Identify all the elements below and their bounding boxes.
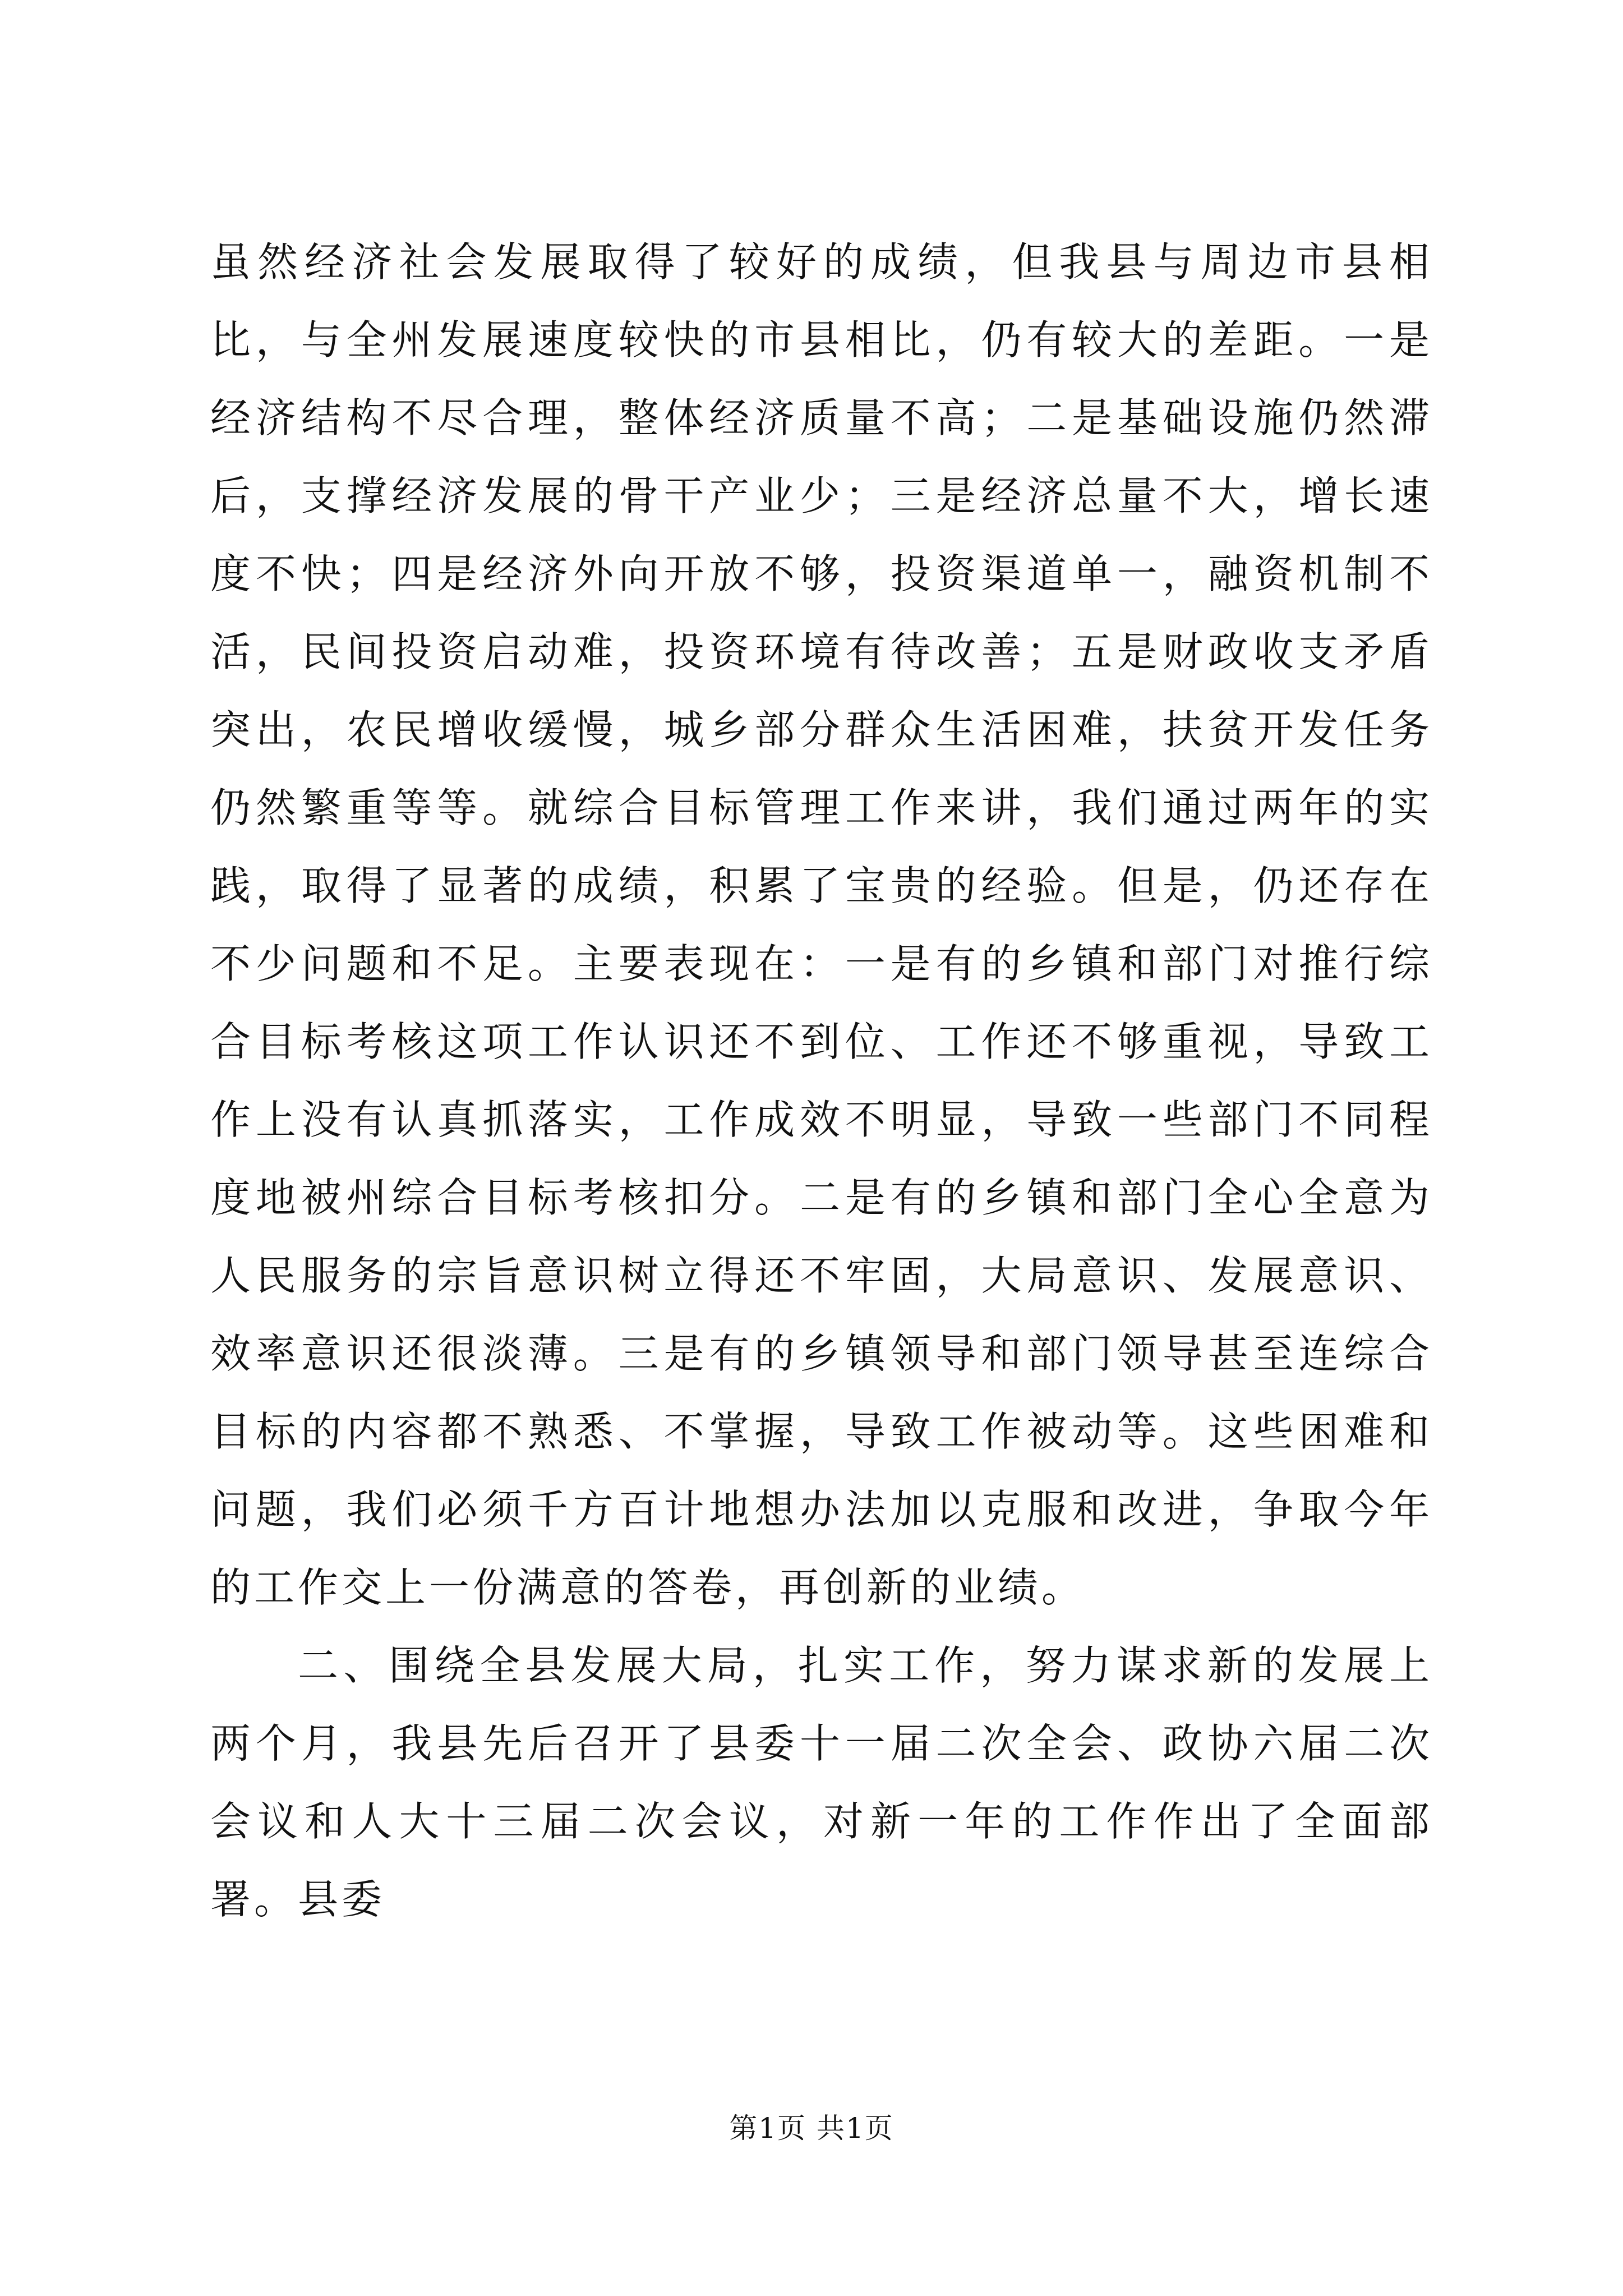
page-footer: 第1页 共1页 xyxy=(729,2112,894,2145)
document-body xyxy=(210,223,1433,1939)
paragraph-problems: 虽然经济社会发展取得了较好的成绩，但我县与周边市县相比，与全州发展速度较快的市县相比，仍有较大的差距。一是经济结构不尽合理，整体经济质量不高；二是基础设施仍然滞后，支撑经济发展的骨干产业少；三是经济总量不大，增长速度不快；四是经济外向开放不够，投资渠道单一，融资机制不活，民间投资启动难，投资环境有待改善；五是财政收支矛盾突出，农民增收缓慢，城乡部分群众生活困难，扶贫开发任务仍然繁重等等。就综合目标管理工作来讲，我们通过两年的实践，取得了显著的成绩，积累了宝贵的经验。但是，仍还存在不少问题和不足。主要表现在：一是有的乡镇和部门对推行综合目标考核这项工作认识还不到位、工作还不够重视，导致工作上没有认真抓落实，工作成效不明显，导致一些部门不同程度地被州综合目标考核扣分。二是有的乡镇和部门全心全意为人民服务的宗旨意识树立得还不牢固，大局意识、发展意识、效率意识还很淡薄。三是有的乡镇领导和部门领导甚至连综合目标的内容都不熟悉、不掌握，导致工作被动等。这些困难和问题，我们必须千方百计地想办法加以克服和改进，争取今年的工作交上一份满意的答卷，再创新的业绩。 xyxy=(210,238,1433,1611)
paragraph-section-two: 二、围绕全县发展大局，扎实工作，努力谋求新的发展上两个月，我县先后召开了县委十一届二次全会、政协六届二次会议和人大十三届二次会议，对新一年的工作作出了全面部署。县委 xyxy=(210,1642,1433,1923)
